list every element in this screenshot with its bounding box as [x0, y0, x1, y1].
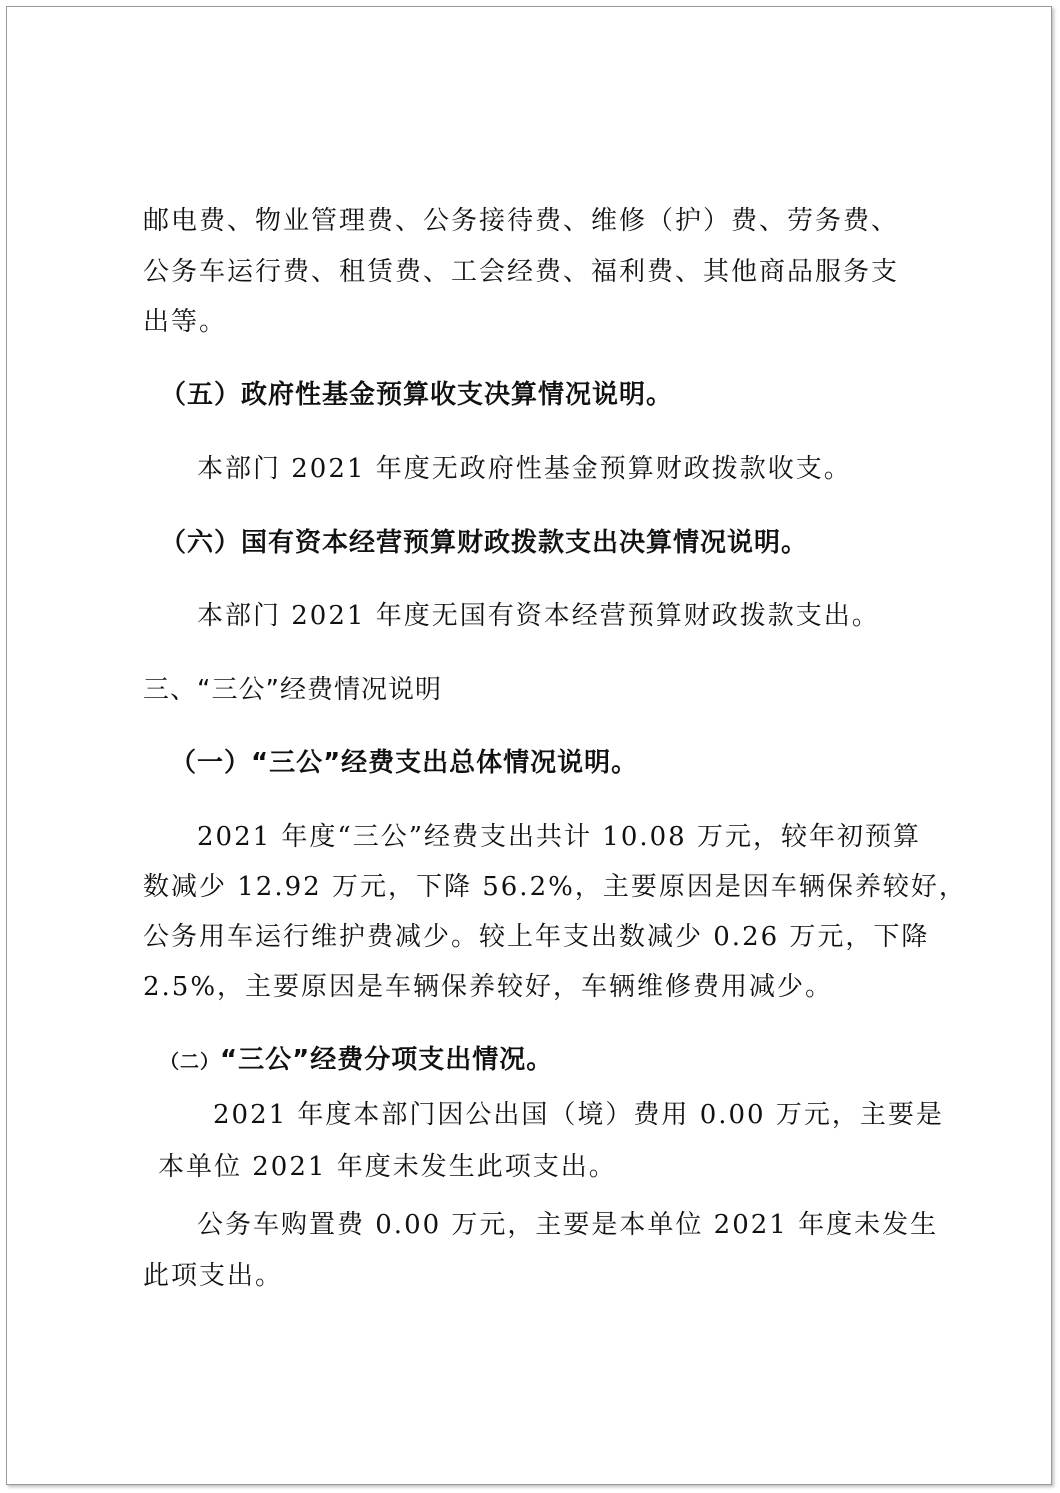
part-3-heading: 三、“三公”经费情况说明 [143, 675, 442, 705]
sub-2-heading [160, 1043, 553, 1079]
sub-1-line-2: 数减少 12.92 万元，下降 56.2%，主要原因是因车辆保养较好， [143, 872, 967, 902]
sub-2-heading-text: “三公”经费分项支出情况。 [220, 1045, 554, 1075]
section-5-body: 本部门 2021 年度无政府性基金预算财政拨款收支。 [197, 454, 852, 484]
sub-2-p2-line-1: 公务车购置费 0.00 万元，主要是本单位 2021 年度未发生 [197, 1210, 939, 1240]
sub-2-p1-line-1: 2021 年度本部门因公出国（境）费用 0.00 万元，主要是 [213, 1100, 944, 1130]
intro-line-2: 公务车运行费、租赁费、工会经费、福利费、其他商品服务支 [143, 257, 900, 287]
sub-1-heading: （一）“三公”经费支出总体情况说明。 [170, 748, 639, 778]
sub-1-line-1: 2021 年度“三公”经费支出共计 10.08 万元，较年初预算 [197, 822, 921, 852]
sub-2-p2-line-2: 此项支出。 [143, 1261, 284, 1291]
sub-2-p1-line-2: 本单位 2021 年度未发生此项支出。 [158, 1152, 617, 1182]
intro-line-1: 邮电费、物业管理费、公务接待费、维修（护）费、劳务费、 [143, 206, 900, 236]
section-6-heading: （六）国有资本经营预算财政拨款支出决算情况说明。 [160, 528, 809, 558]
sub-1-line-4: 2.5%，主要原因是车辆保养较好，车辆维修费用减少。 [143, 972, 834, 1002]
sub-1-line-3: 公务用车运行维护费减少。较上年支出数减少 0.26 万元，下降 [143, 922, 930, 952]
intro-line-3: 出等。 [143, 307, 228, 337]
section-5-heading: （五）政府性基金预算收支决算情况说明。 [160, 380, 674, 410]
section-6-body: 本部门 2021 年度无国有资本经营预算财政拨款支出。 [197, 601, 880, 631]
sub-2-heading-number: （二） [160, 1051, 221, 1073]
